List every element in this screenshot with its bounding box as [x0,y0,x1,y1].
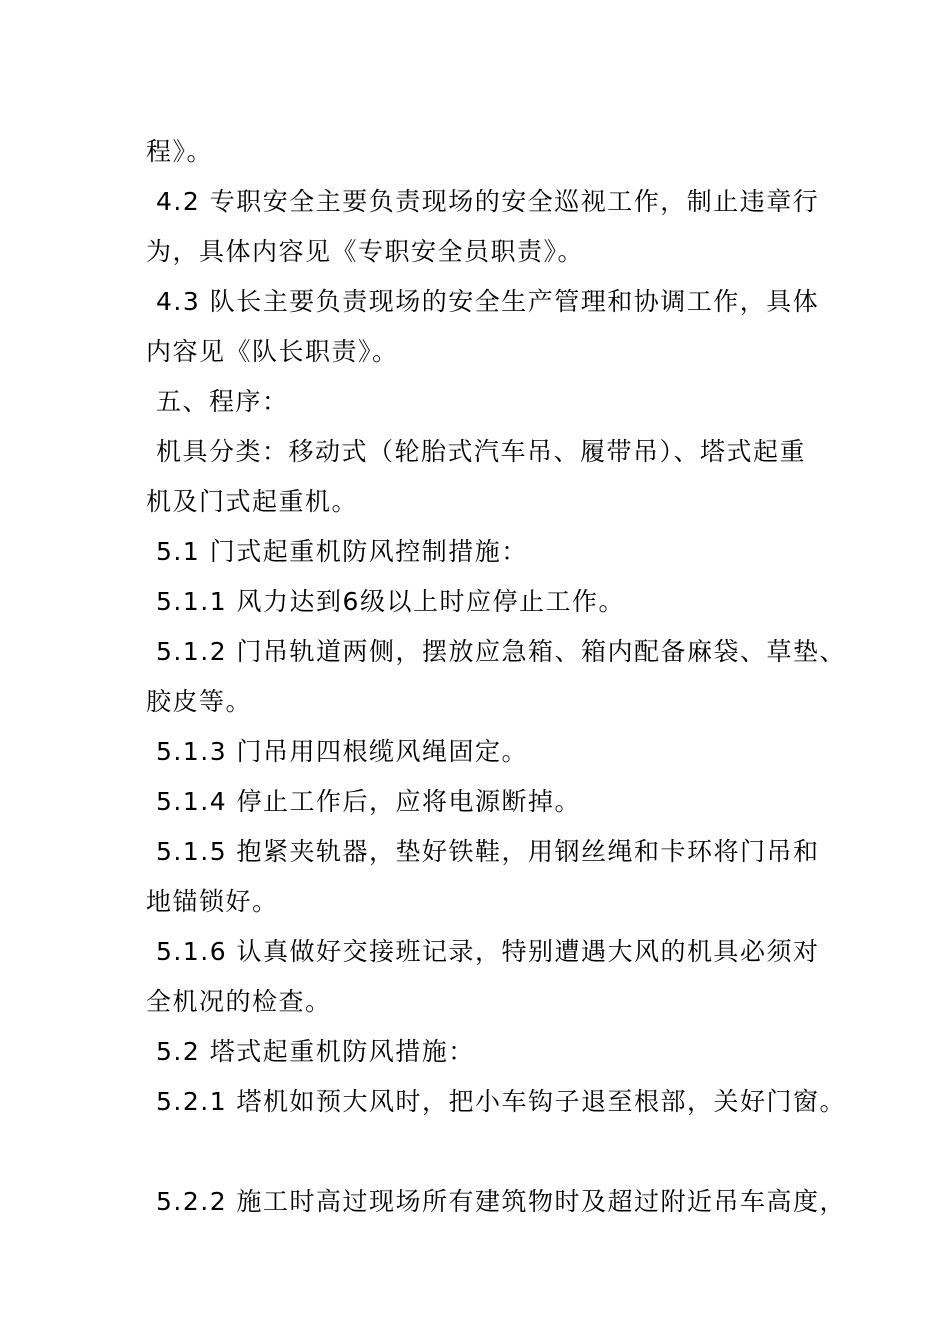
text-line-18: 全机况的检查。 [146,987,332,1016]
text-line-9: 5.1 门式起重机防风控制措施： [156,537,528,566]
text-line-16: 地锚锁好。 [146,887,279,916]
text-line-15: 5.1.5 抱紧夹轨器，垫好铁鞋，用钢丝绳和卡环将门吊和 [156,837,820,866]
text-line-21: 5.2.2 施工时高过现场所有建筑物时及超过附近吊车高度， [156,1187,847,1216]
text-line-20: 5.2.1 塔机如预大风时，把小车钩子退至根部，关好门窗。 [156,1087,847,1116]
text-line-1: 程》。 [146,137,214,166]
text-line-17: 5.1.6 认真做好交接班记录，特别遭遇大风的机具必须对 [156,937,820,966]
text-line-13: 5.1.3 门吊用四根缆风绳固定。 [156,737,529,766]
text-line-7: 机具分类：移动式（轮胎式汽车吊、履带吊）、塔式起重 [156,437,807,466]
text-line-8: 机及门式起重机。 [146,487,359,516]
text-line-3: 为，具体内容见《专职安全员职责》。 [146,237,585,266]
text-line-14: 5.1.4 停止工作后，应将电源断掉。 [156,787,582,816]
text-line-19: 5.2 塔式起重机防风措施： [156,1037,475,1066]
text-line-4: 4.3 队长主要负责现场的安全生产管理和协调工作，具体 [156,287,820,316]
section-heading: 五、程序： [156,387,289,416]
text-line-11: 5.1.2 门吊轨道两侧，摆放应急箱、箱内配备麻袋、草垫、 [156,637,847,666]
text-line-10: 5.1.1 风力达到6级以上时应停止工作。 [156,587,625,616]
text-line-5: 内容见《队长职责》。 [146,337,399,366]
text-line-2: 4.2 专职安全主要负责现场的安全巡视工作，制止违章行 [156,187,820,216]
text-line-12: 胶皮等。 [146,687,253,716]
